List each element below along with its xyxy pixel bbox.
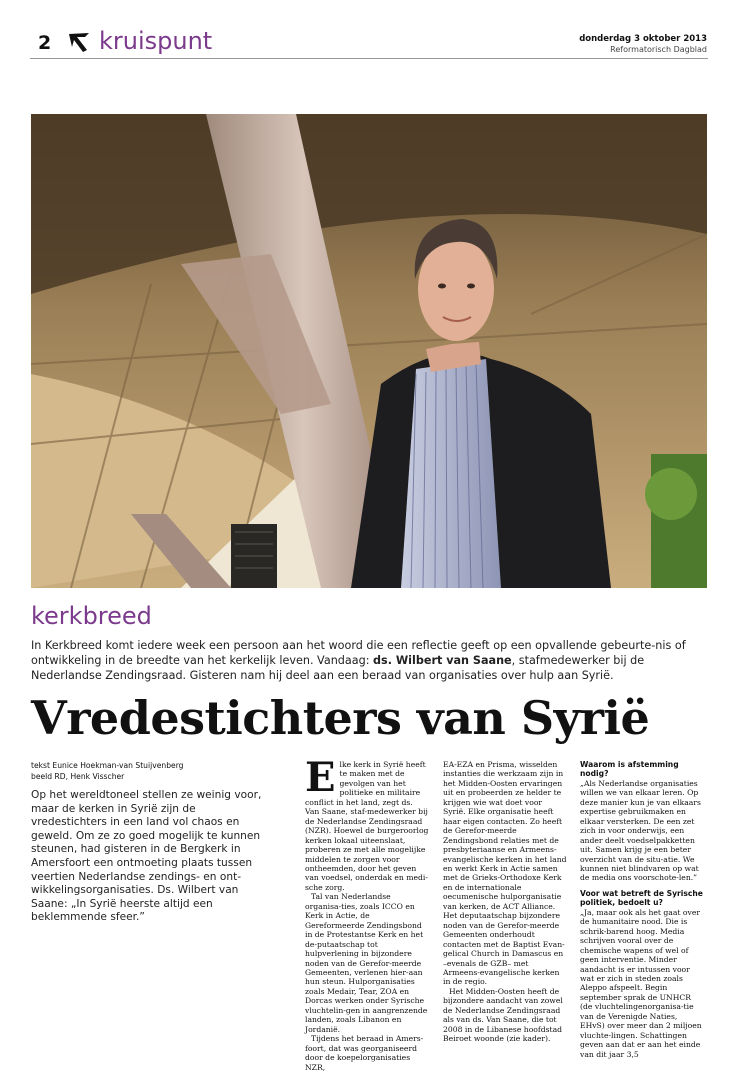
interview-question: Voor wat betreft de Syrische politiek, bedoelt u? bbox=[580, 888, 703, 908]
intro-text-before: In Kerkbreed komt iedere week een persoon aan het woord die een reflectie geeft op een opvallende gebeurte-nis of ontwikkeling in de breedte van het kerkelijk leven. Vandaag: bbox=[31, 639, 686, 667]
body-paragraph: Tijdens het beraad in Amers-foort, dat was georganiseerd door de koepelorganisaties NZR, bbox=[305, 1034, 424, 1072]
issue-date: donderdag 3 oktober 2013 bbox=[579, 34, 707, 44]
interview-answer: „Als Nederlandse organisaties willen we van elkaar leren. Op deze manier kun je van elkaars expertise gebruikmaken en elkaar versterken. De een zet zich in voor onderwijs, een ander deelt voedselpakketten uit. Samen krijg je een beter overzicht van de situ-atie. We kunnen niet blindvaren op wat de media ons voorschote-len.” bbox=[580, 778, 701, 883]
body-paragraph: Het Midden-Oosten heeft de bijzondere aandacht van zowel de Nederlandse Zendingsraad als van ds. Van Saane, die tot 2008 in de Libanese hoofdstad Beiroet woonde (zie kader). bbox=[443, 986, 563, 1044]
interview-question: Waarom is afstemming nodig? bbox=[580, 760, 679, 779]
header-divider bbox=[30, 58, 708, 59]
body-column-2 bbox=[443, 760, 567, 1044]
rubric-title: kerkbreed bbox=[31, 602, 152, 630]
body-paragraph: EA-EZA en Prisma, wisselden instanties die werkzaam zijn in het Midden-Oosten ervaringen uit en probeerden ze helder te krijgen wie wat doet voor Syrië. Elke organisatie heeft haar eigen contacten. Zo heeft de Gerefor-meerde Zendingsbond relaties met de presbyteriaanse en Armeens-evangelische kerken in het land en werkt Kerk in Actie samen met de Grieks-Orthodoxe Kerk en de internationale oecumenische hulporganisatie van kerken, de ACT Alliance. Het deputaatschap bijzondere noden van de Gerefor-meerde Gemeenten onderhoudt contacten met de Baptist Evan-gelical Church in Damascus en –evenals de GZB– met Armeens-evangelische kerken in de regio. bbox=[443, 760, 567, 987]
newspaper-name: Reformatorisch Dagblad bbox=[610, 45, 707, 54]
body-paragraph: Tal van Nederlandse organisa-ties, zoals ICCO en Kerk in Actie, de Gereformeerde Zendingsbond in de Protestantse Kerk en het de-putaatschap tot hulpverlening in bijzondere noden van de Gerefor-meerde Gemeenten, verlenen hier-aan hun steun. Hulporganisaties zoals Medair, Tear, ZOA en Dorcas werken onder Syrische vluchtelin-gen in aangrenzende landen, zoals Libanon en Jordanië. bbox=[305, 892, 428, 1034]
intro-person-name: ds. Wilbert van Saane bbox=[373, 654, 512, 667]
rubric-intro bbox=[31, 638, 691, 683]
body-column-1 bbox=[305, 754, 429, 1072]
interview-answer: „Ja, maar ook als het gaat over de humanitaire nood. Die is schrik-barend hoog. Media schrijven vooral over de chemische wapens of wel of geen interventie. Minder aandacht is er intussen voor wat er zich in steden zoals Aleppo afspeelt. Begin september sprak de UNHCR (de vluchtelingenorganisa-tie van de Verenigde Naties, EHvS) over meer dan 2 miljoen vluchte-lingen. Schattingen geven aan dat er aan het einde van dit jaar 3,5 bbox=[580, 907, 702, 1059]
page-number: 2 bbox=[38, 32, 52, 54]
compass-arrow-logo-icon bbox=[66, 30, 92, 54]
body-column-3 bbox=[580, 760, 704, 1059]
drop-cap: E bbox=[305, 754, 336, 801]
credit-photo: beeld RD, Henk Visscher bbox=[31, 772, 125, 781]
body-paragraph: Elke kerk in Syrië heeft te maken met de gevolgen van het politieke en militaire conflict in het land, zegt ds. Van Saane, staf-medewerker bij de Nederlandse Zendingsraad (NZR). Hoewel de burgeroorlog kerken lokaal uiteenslaat, proberen ze met alle mogelijke middelen te zorgen voor ontheemden, door het geven van voedsel, onderdak en medi-sche zorg. bbox=[305, 754, 429, 892]
intro-text-after: , stafmedewerker bij de Nederlandse Zendingsraad. Gisteren nam hij deel aan een beraad van organisaties over hulp aan Syrië. bbox=[31, 654, 645, 682]
lead-paragraph: Op het wereldtoneel stellen ze weinig voor, maar de kerken in Syrië zijn de vredestichters in een land vol chaos en geweld. Om ze zo goed mogelijk te kunnen steunen, had gisteren in de Bergkerk in Amersfoort een ontmoeting plaats tussen veertien Nederlandse zendings- en ont-wikkelingsorganisaties. Ds. Wilbert van Saane: „In Syrië heerste altijd een beklemmende sfeer.” bbox=[31, 789, 262, 924]
portrait-photo bbox=[31, 114, 707, 588]
credits bbox=[31, 760, 184, 782]
section-title: kruispunt bbox=[99, 27, 213, 55]
credit-text: tekst Eunice Hoekman-van Stuijvenberg bbox=[31, 761, 184, 770]
headline: Vredestichters van Syrië bbox=[31, 691, 650, 745]
